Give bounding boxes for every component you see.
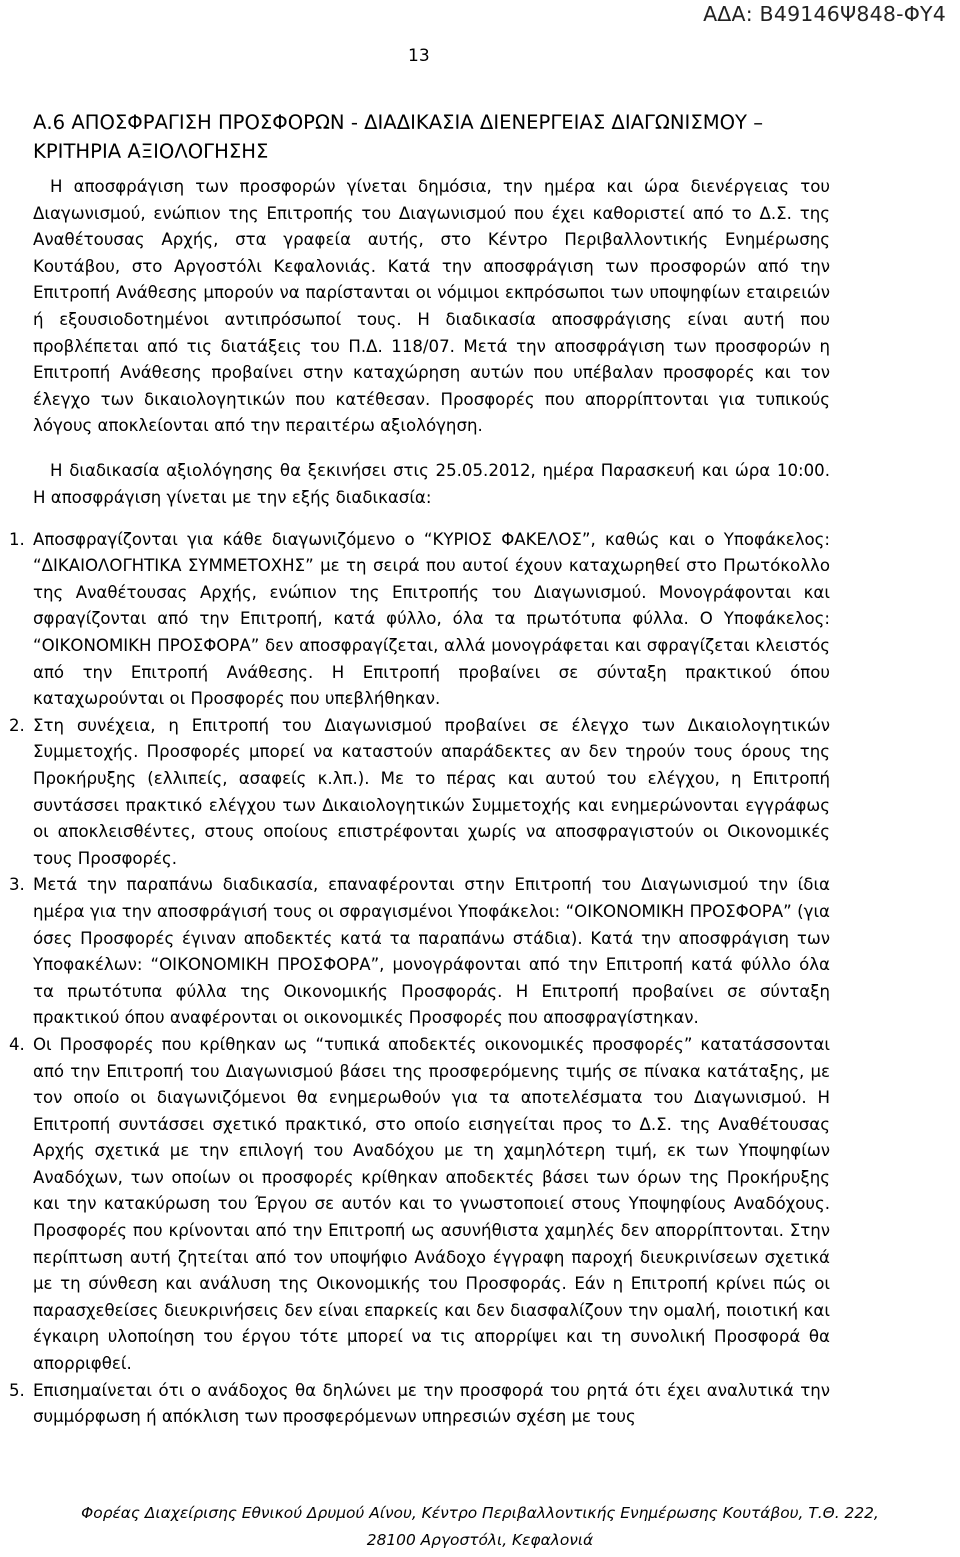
step-number: 1.	[9, 529, 25, 549]
procedure-steps-list	[9, 527, 830, 1431]
page-footer	[0, 1500, 960, 1554]
footer-address-line-1: Φορέας Διαχείρισης Εθνικού Δρυμού Αίνου, Κέντρο Περιβαλλοντικής Ενημέρωσης Κουτάβου, Τ.Θ. 222,	[81, 1504, 879, 1522]
step-text: Μετά την παραπάνω διαδικασία, επαναφέρονται στην Επιτροπή του Διαγωνισμού την ίδια ημέρα για την αποσφράγισή τους οι σφραγισμένοι Υποφάκελοι: “ΟΙΚΟΝΟΜΙΚΗ ΠΡΟΣΦΟΡΑ” (για όσες Προσφορές έγιναν αποδεκτές κατά τα παραπάνω στάδια). Κατά την αποσφράγιση των Υποφακέλων: “ΟΙΚΟΝΟΜΙΚΗ ΠΡΟΣΦΟΡΑ”, μονογράφονται από την Επιτροπή κατά φύλλο όλα τα πρωτότυπα φύλλα της Οικονομικής Προσφοράς. Η Επιτροπή προβαίνει σε σύνταξη πρακτικού όπου αναφέρονται οι οικονομικές Προσφορές που αποσφραγίστηκαν.	[33, 875, 830, 1028]
list-item	[9, 1378, 830, 1431]
list-item	[9, 1032, 830, 1378]
evaluation-start-paragraph: Η διαδικασία αξιολόγησης θα ξεκινήσει στις 25.05.2012, ημέρα Παρασκευή και ώρα 10:00. Η αποσφράγιση γίνεται με την εξής διαδικασία:	[33, 461, 830, 508]
document-body	[9, 174, 830, 1431]
step-number: 5.	[9, 1380, 25, 1400]
step-number: 2.	[9, 715, 25, 735]
footer-address-line-2: 28100 Αργοστόλι, Κεφαλονιά	[366, 1531, 594, 1549]
ada-code: ΑΔΑ: Β49146Ψ848-ΦΥ4	[703, 2, 946, 26]
step-number: 3.	[9, 875, 25, 895]
list-item	[9, 527, 830, 713]
list-item	[9, 872, 830, 1032]
step-number: 4.	[9, 1034, 25, 1054]
step-text: Επισημαίνεται ότι ο ανάδοχος θα δηλώνει με την προσφορά του ρητά ότι έχει αναλυτικά την συμμόρφωση ή απόκλιση των προσφερόμενων υπηρεσιών σχέση με τους	[33, 1380, 830, 1427]
section-heading: Α.6 ΑΠΟΣΦΡΑΓΙΣΗ ΠΡΟΣΦΟΡΩΝ - ΔΙΑΔΙΚΑΣΙΑ ΔΙΕΝΕΡΓΕΙΑΣ ΔΙΑΓΩΝΙΣΜΟΥ – ΚΡΙΤΗΡΙΑ ΑΞΙΟΛΟΓΗΣΗΣ	[33, 111, 764, 163]
step-text: Στη συνέχεια, η Επιτροπή του Διαγωνισμού προβαίνει σε έλεγχο των Δικαιολογητικών Συμμετοχής. Προσφορές μπορεί να καταστούν απαράδεκτες αν δεν τηρούν τους όρους της Προκήρυξης (ελλιπείς, ασαφείς κ.λπ.). Με το πέρας και αυτού του ελέγχου, η Επιτροπή συντάσσει πρακτικό ελέγχου των Δικαιολογητικών Συμμετοχής και ενημερώνονται εγγράφως οι αποκλεισθέντες, στους οποίους επιστρέφονται χωρίς να αποσφραγιστούν οι Οικονομικές τους Προσφορές.	[33, 715, 830, 868]
step-text: Οι Προσφορές που κρίθηκαν ως “τυπικά αποδεκτές οικονομικές προσφορές” κατατάσσονται από την Επιτροπή του Διαγωνισμού βάσει της προσφερόμενης τιμής σε πίνακα κατάταξης, με τον οποίο οι διαγωνιζόμενοι θα ενημερωθούν για τα αποτελέσματα του Διαγωνισμού. Η Επιτροπή συντάσσει σχετικό πρακτικό, στο οποίο εισηγείται προς το Δ.Σ. της Αναθέτουσας Αρχής σχετικά με την επιλογή του Αναδόχου με τη χαμηλότερη τιμή, εκ των Υποψηφίων Αναδόχων, των οποίων οι προσφορές κρίθηκαν αποδεκτές βάσει των όρων της Προκήρυξης και την κατακύρωση του Έργου σε αυτόν και το γνωστοποιεί στους Υποψηφίους Αναδόχους. Προσφορές που κρίνονται από την Επιτροπή ως ασυνήθιστα χαμηλές δεν απορρίπτονται. Στην περίπτωση αυτή ζητείται από τον υποψήφιο Ανάδοχο έγγραφη παροχή διευκρινίσεων σχετικά με τη σύνθεση και ανάλυση της Οικονομικής του Προσφοράς. Εάν η Επιτροπή κρίνει πώς οι παρασχεθείσες διευκρινήσεις δεν είναι επαρκείς και δεν διασφαλίζουν την ομαλή, ποιοτική και έγκαιρη υλοποίηση του έργου τότε μπορεί να τις απορρίψει και τη συνολική Προσφορά θα απορριφθεί.	[33, 1034, 830, 1374]
step-text: Αποσφραγίζονται για κάθε διαγωνιζόμενο ο “ΚΥΡΙΟΣ ΦΑΚΕΛΟΣ”, καθώς και ο Υποφάκελος: “ΔΙΚΑΙΟΛΟΓΗΤΙΚΑ ΣΥΜΜΕΤΟΧΗΣ” με τη σειρά που αυτοί έχουν καταχωρηθεί στο Πρωτόκολλο της Αναθέτουσας Αρχής, ενώπιον της Επιτροπής του Διαγωνισμού. Μονογράφονται και σφραγίζονται από την Επιτροπή, κατά φύλλο, όλα τα πρωτότυπα φύλλα. Ο Υποφάκελος: “ΟΙΚΟΝΟΜΙΚΗ ΠΡΟΣΦΟΡΑ” δεν αποσφραγίζεται, αλλά μονογράφεται και σφραγίζεται κλειστός από την Επιτροπή Ανάθεσης. Η Επιτροπή προβαίνει σε σύνταξη πρακτικού όπου καταχωρούνται οι Προσφορές που υπεβλήθηκαν.	[33, 529, 830, 709]
intro-paragraph: Η αποσφράγιση των προσφορών γίνεται δημόσια, την ημέρα και ώρα διενέργειας του Διαγωνισμού, ενώπιον της Επιτροπής του Διαγωνισμού που έχει καθοριστεί από το Δ.Σ. της Αναθέτουσας Αρχής, στα γραφεία αυτής, στο Κέντρο Περιβαλλοντικής Ενημέρωσης Κουτάβου, στο Αργοστόλι Κεφαλονιάς. Κατά την αποσφράγιση των προσφορών από την Επιτροπή Ανάθεσης μπορούν να παρίστανται οι νόμιμοι εκπρόσωποι των υποψηφίων εταιρειών ή εξουσιοδοτημένοι αντιπρόσωποί τους. Η διαδικασία αποσφράγισης είναι αυτή που προβλέπεται από τις διατάξεις του Π.Δ. 118/07. Μετά την αποσφράγιση των προσφορών η Επιτροπή Ανάθεσης προβαίνει στην καταχώρηση αυτών που υπέβαλαν προσφορές και τον έλεγχο των δικαιολογητικών που κατέθεσαν. Προσφορές που απορρίπτονται για τυπικούς λόγους αποκλείονται από την περαιτέρω αξιολόγηση.	[33, 177, 830, 436]
list-item	[9, 713, 830, 873]
page-number: 13	[408, 46, 430, 66]
